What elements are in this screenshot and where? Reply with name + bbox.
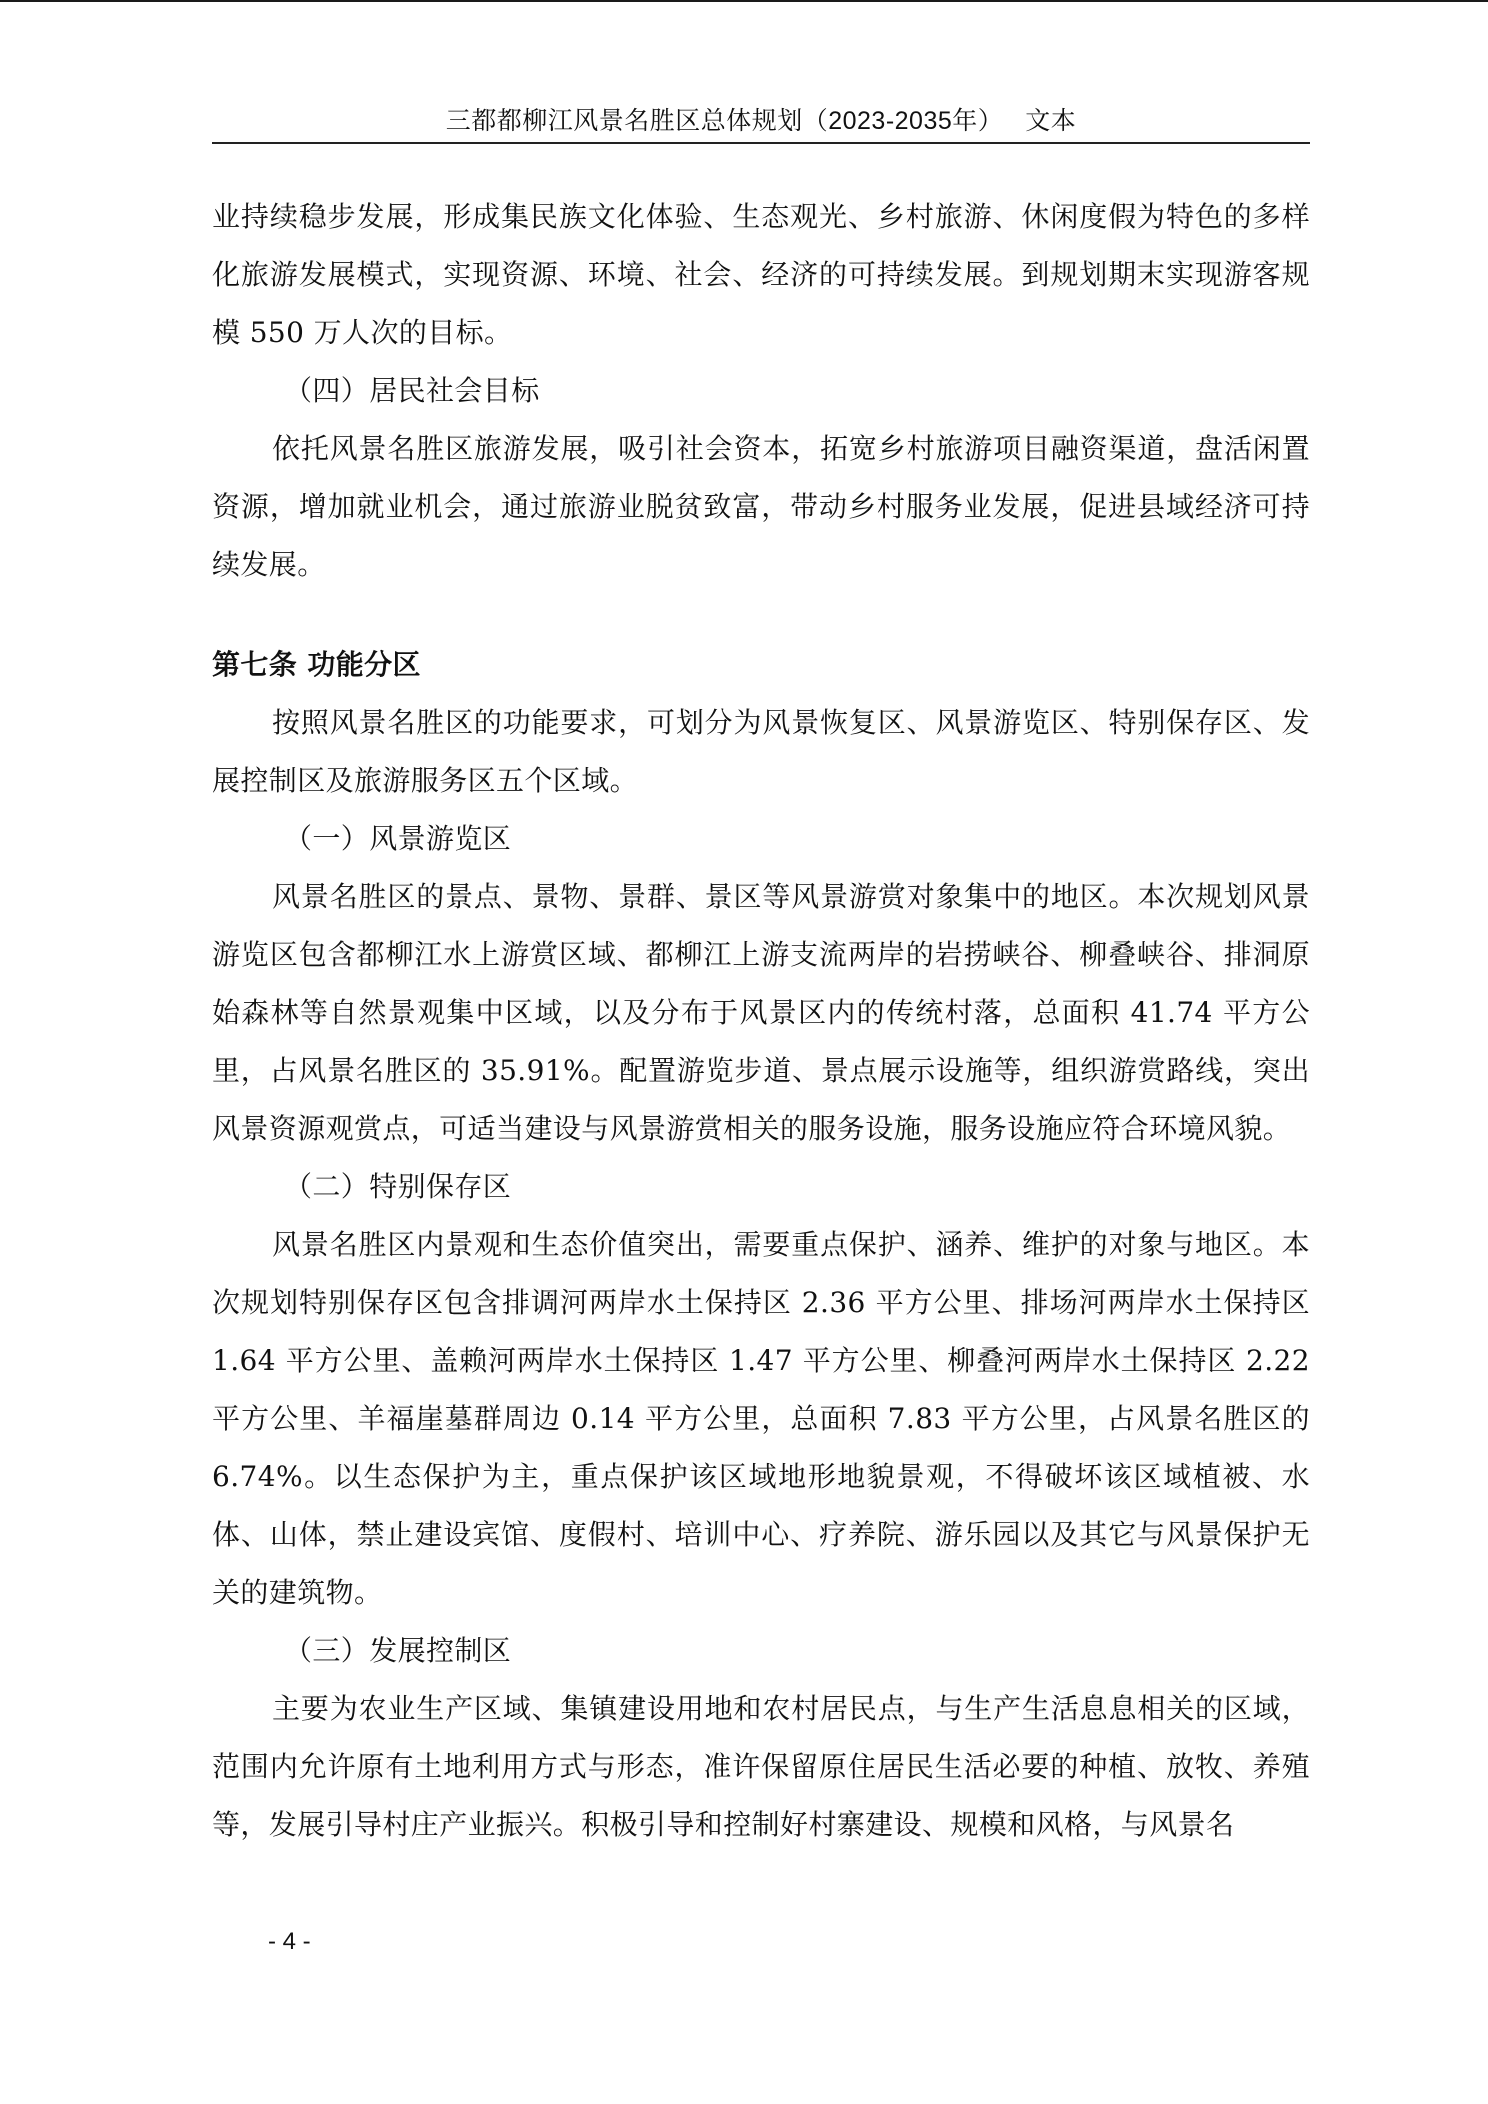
document-body xyxy=(212,188,1310,1854)
paragraph-resident-social-goal: 依托风景名胜区旅游发展，吸引社会资本，拓宽乡村旅游项目融资渠道，盘活闲置资源，增加就业机会，通过旅游业脱贫致富，带动乡村服务业发展，促进县域经济可持续发展。 xyxy=(212,432,1310,581)
subheading-development-control-zone: （三）发展控制区 xyxy=(284,1634,512,1667)
header-doc-type: 文本 xyxy=(1025,107,1077,135)
subheading-special-preservation-zone: （二）特别保存区 xyxy=(284,1170,512,1203)
paragraph-special-preservation-zone: 风景名胜区内景观和生态价值突出，需要重点保护、涵养、维护的对象与地区。本次规划特别保存区包含排调河两岸水土保持区 2.36 平方公里、排场河两岸水土保持区 1.64 平方公里、盖赖河两岸水土保持区 1.47 平方公里、柳叠河两岸水土保持区 2.22 平方公里、羊福崖墓群周边 0.14 平方公里，总面积 7.83 平方公里，占风景名胜区的 6.74%。以生态保护为主，重点保护该区域地形地貌景观，不得破坏该区域植被、水体、山体，禁止建设宾馆、度假村、培训中心、疗养院、游乐园以及其它与风景保护无关的建筑物。 xyxy=(212,1228,1310,1609)
article-heading-functional-zoning: 第七条 功能分区 xyxy=(212,648,421,681)
page-number: - 4 - xyxy=(268,1928,311,1955)
paragraph-zoning-intro: 按照风景名胜区的功能要求，可划分为风景恢复区、风景游览区、特别保存区、发展控制区及旅游服务区五个区域。 xyxy=(212,706,1310,797)
header-divider xyxy=(212,142,1310,144)
page-top-border xyxy=(0,0,1488,2)
running-header xyxy=(212,103,1310,139)
paragraph-scenic-touring-zone: 风景名胜区的景点、景物、景群、景区等风景游赏对象集中的地区。本次规划风景游览区包含都柳江水上游赏区域、都柳江上游支流两岸的岩捞峡谷、柳叠峡谷、排洞原始森林等自然景观集中区域，以及分布于风景区内的传统村落，总面积 41.74 平方公里，占风景名胜区的 35.91%。配置游览步道、景点展示设施等，组织游赏路线，突出风景资源观赏点，可适当建设与风景游赏相关的服务设施，服务设施应符合环境风貌。 xyxy=(212,880,1310,1145)
header-title: 三都都柳江风景名胜区总体规划（2023-2035年） xyxy=(445,107,1004,135)
subheading-scenic-touring-zone: （一）风景游览区 xyxy=(284,822,512,855)
subheading-resident-social-goal: （四）居民社会目标 xyxy=(284,374,540,407)
paragraph-tourism-goal-continued: 业持续稳步发展，形成集民族文化体验、生态观光、乡村旅游、休闲度假为特色的多样化旅游发展模式，实现资源、环境、社会、经济的可持续发展。到规划期末实现游客规模 550 万人次的目标。 xyxy=(212,200,1310,349)
paragraph-development-control-zone: 主要为农业生产区域、集镇建设用地和农村居民点，与生产生活息息相关的区域，范围内允许原有土地利用方式与形态，准许保留原住居民生活必要的种植、放牧、养殖等，发展引导村庄产业振兴。积极引导和控制好村寨建设、规模和风格，与风景名 xyxy=(212,1692,1310,1841)
